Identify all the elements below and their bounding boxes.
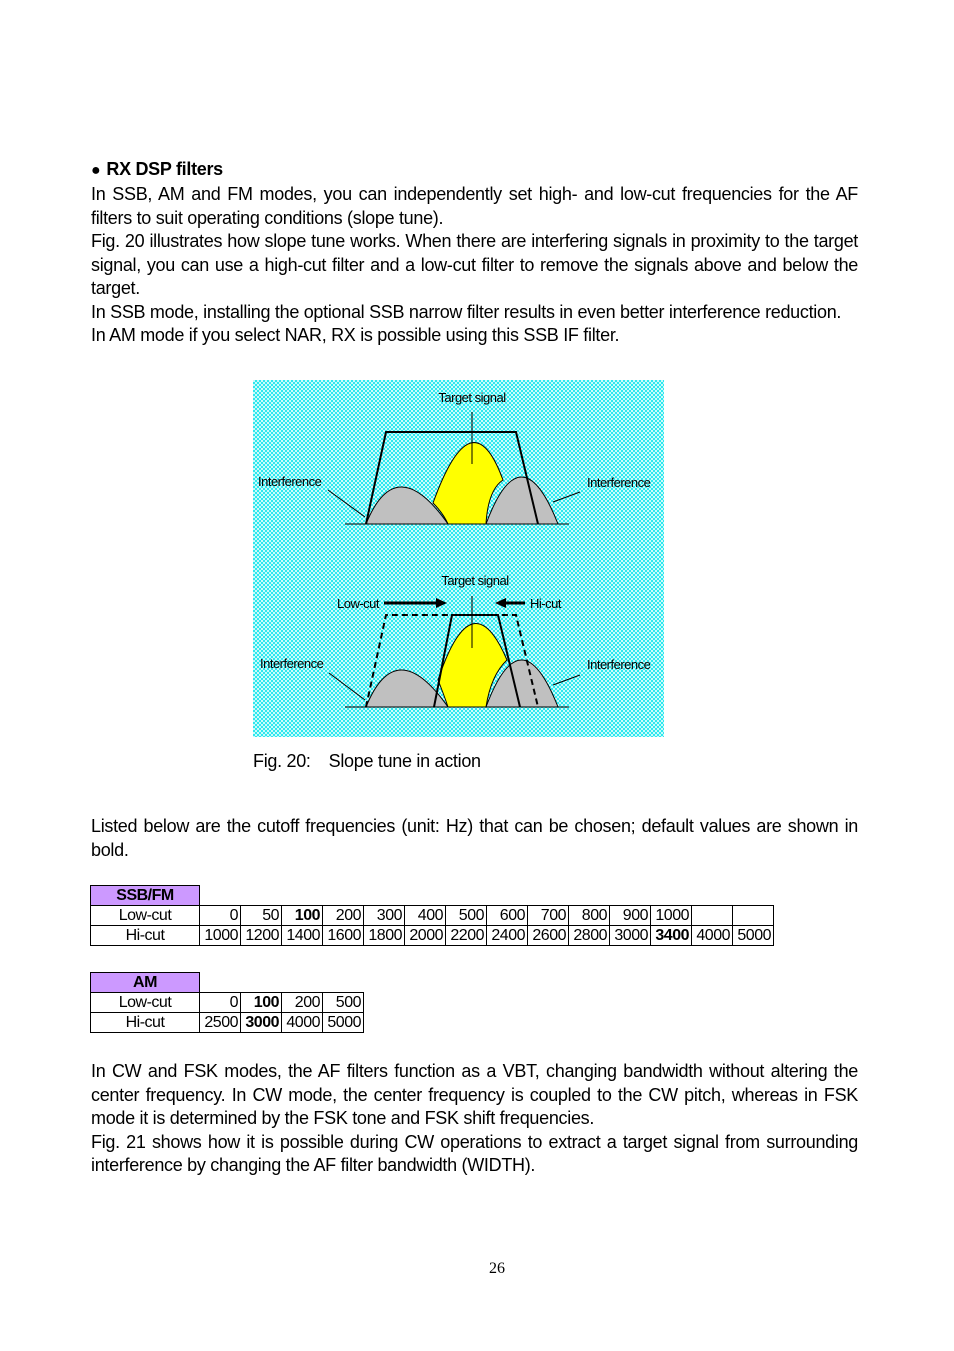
cutoff-value: 1000 [200, 926, 241, 946]
cutoff-value: 2800 [569, 926, 610, 946]
label-interference-right: Interference [587, 657, 651, 672]
paragraph: In AM mode if you select NAR, RX is possible using this SSB IF filter. [91, 325, 620, 345]
figure-caption [253, 751, 481, 772]
row-label: Low-cut [91, 906, 200, 926]
paragraph: Fig. 21 shows how it is possible during CW operations to extract a target signal from surrounding interference by changing the AF filter bandwidth (WIDTH). [91, 1131, 858, 1175]
cutoff-value: 1200 [241, 926, 282, 946]
cutoff-value: 200 [323, 906, 364, 926]
label-target-signal: Target signal [438, 390, 506, 405]
cutoff-value: 3000 [241, 1013, 282, 1033]
low-cut-row [91, 993, 364, 1013]
cutoff-value: 2400 [487, 926, 528, 946]
heading-text: RX DSP filters [106, 159, 223, 179]
table-title: AM [91, 973, 200, 993]
empty-cell [733, 906, 774, 926]
intro-paragraphs [91, 183, 858, 348]
label-interference-right: Interference [587, 475, 651, 490]
cutoff-value: 4000 [282, 1013, 323, 1033]
cutoff-value: 2600 [528, 926, 569, 946]
table-title: SSB/FM [91, 886, 200, 906]
cutoff-value: 0 [200, 906, 241, 926]
cutoff-value: 2500 [200, 1013, 241, 1033]
cutoff-value: 3000 [610, 926, 651, 946]
empty-cell [692, 906, 733, 926]
cutoff-value: 1600 [323, 926, 364, 946]
page-number: 26 [489, 1260, 505, 1277]
caption-number: Fig. 20: [253, 751, 311, 771]
cutoff-value: 2200 [446, 926, 487, 946]
hi-cut-row [91, 1013, 364, 1033]
caption-text: Slope tune in action [328, 751, 481, 771]
cutoff-value: 4000 [692, 926, 733, 946]
paragraph: In SSB mode, installing the optional SSB narrow filter results in even better interference reduction. [91, 301, 842, 322]
cutoff-value: 700 [528, 906, 569, 926]
cutoff-value: 1800 [364, 926, 405, 946]
bullet-icon: ● [91, 162, 101, 179]
cutoff-value: 600 [487, 906, 528, 926]
cutoff-value: 5000 [733, 926, 774, 946]
low-cut-row [91, 906, 774, 926]
label-interference-left: Interference [260, 656, 324, 671]
cutoff-value: 50 [241, 906, 282, 926]
cutoff-value: 3400 [651, 926, 692, 946]
cutoff-value: 400 [405, 906, 446, 926]
cutoff-value: 200 [282, 993, 323, 1013]
cutoff-value: 500 [323, 993, 364, 1013]
section-heading [91, 159, 223, 180]
cutoff-value: 5000 [323, 1013, 364, 1033]
paragraph: Fig. 20 illustrates how slope tune works. When there are interfering signals in proximity to the target signal, you can use a high-cut filter and a low-cut filter to remove the signals above and below the target. [91, 231, 858, 298]
row-label: Hi-cut [91, 1013, 200, 1033]
slope-tune-diagram [253, 380, 664, 737]
cutoff-value: 1000 [651, 906, 692, 926]
label-target-signal: Target signal [441, 573, 509, 588]
row-label: Low-cut [91, 993, 200, 1013]
paragraph: In SSB, AM and FM modes, you can independently set high- and low-cut frequencies for the AF filters to suit operating conditions (slope tune). [91, 184, 858, 228]
cutoff-value: 1400 [282, 926, 323, 946]
ssb-fm-table [90, 885, 774, 946]
table-intro: Listed below are the cutoff frequencies (unit: Hz) that can be chosen; default values are shown in bold. [91, 816, 858, 860]
am-table [90, 972, 364, 1033]
cutoff-value: 800 [569, 906, 610, 926]
row-label: Hi-cut [91, 926, 200, 946]
hi-cut-row [91, 926, 774, 946]
label-interference-left: Interference [258, 474, 322, 489]
label-hi-cut: Hi-cut [530, 596, 561, 611]
label-low-cut: Low-cut [337, 596, 380, 611]
cutoff-value: 300 [364, 906, 405, 926]
cutoff-value: 900 [610, 906, 651, 926]
paragraph: In CW and FSK modes, the AF filters function as a VBT, changing bandwidth without altering the center frequency. In CW mode, the center frequency is coupled to the CW pitch, whereas in FSK mode it is determined by the FSK tone and FSK shift frequencies. [91, 1061, 858, 1128]
cutoff-value: 100 [282, 906, 323, 926]
cutoff-value: 500 [446, 906, 487, 926]
cutoff-value: 100 [241, 993, 282, 1013]
cutoff-value: 2000 [405, 926, 446, 946]
cutoff-value: 0 [200, 993, 241, 1013]
cw-fsk-paragraphs [91, 1060, 858, 1178]
